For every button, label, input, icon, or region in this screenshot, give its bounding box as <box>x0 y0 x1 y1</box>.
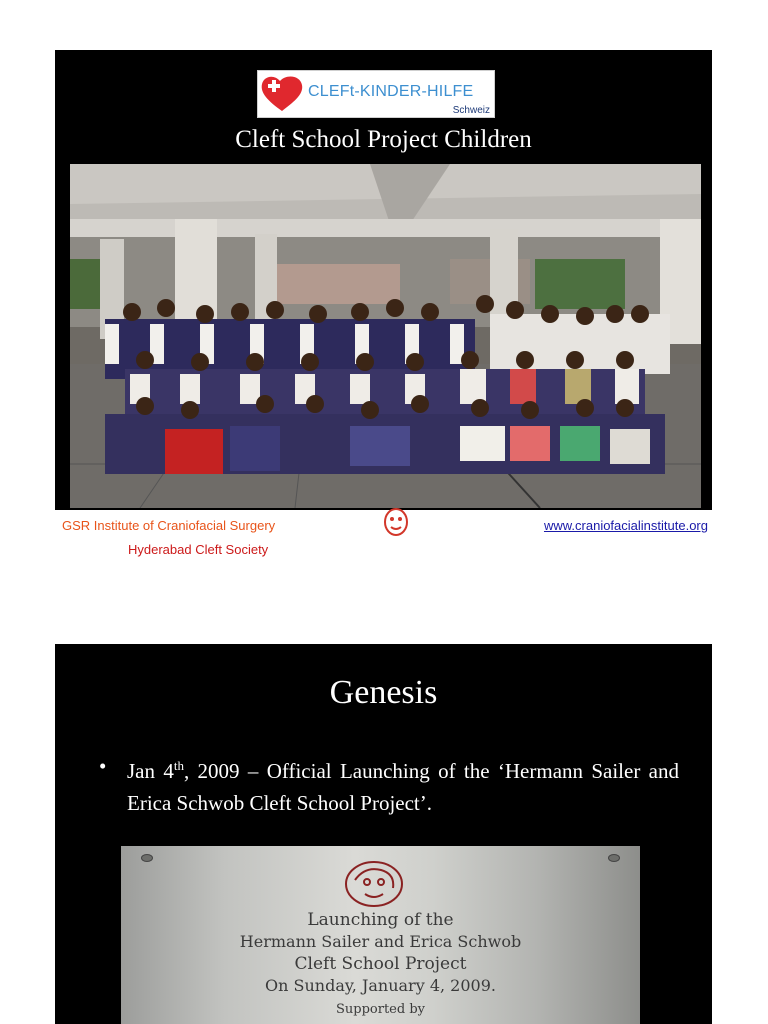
institute-name: GSR Institute of Craniofacial Surgery <box>62 518 276 533</box>
craniofacial-face-logo-icon <box>383 507 409 537</box>
bullet-date-suffix: th <box>173 758 184 773</box>
plaque-line-4: On Sunday, January 4, 2009. <box>265 976 496 995</box>
cleft-kinder-hilfe-logo <box>257 70 495 118</box>
plaque-line-3: Cleft School Project <box>294 954 467 974</box>
group-photo <box>70 164 701 508</box>
craniofacial-face-logo-icon <box>341 858 407 910</box>
slide-cleft-school-children <box>55 50 712 510</box>
slide-title: Genesis <box>329 674 438 711</box>
bullet-icon: • <box>99 754 107 778</box>
slide-title: Cleft School Project Children <box>235 126 532 153</box>
plaque-rivet <box>608 854 620 862</box>
bullet-text: , 2009 – Official Launching of the ‘Hermann Sailer and Erica Schwob Cleft School Project’. <box>127 759 679 815</box>
plaque-line-1: Launching of the <box>307 910 454 930</box>
heart-cross-logo-icon <box>260 73 304 113</box>
launch-plaque <box>121 846 640 1024</box>
society-name: Hyderabad Cleft Society <box>128 542 269 557</box>
institute-website-link[interactable]: www.craniofacialinstitute.org <box>543 518 708 533</box>
slide-genesis <box>55 644 712 1024</box>
plaque-line-5: Supported by <box>335 1002 425 1017</box>
plaque-rivet <box>141 854 153 862</box>
plaque-line-2: Hermann Sailer and Erica Schwob <box>239 932 522 951</box>
logo-name: CLEFt-KINDER-HILFE <box>308 83 474 100</box>
genesis-bullet <box>99 750 679 819</box>
bullet-date: Jan 4 <box>127 759 174 783</box>
logo-country: Schweiz <box>452 105 490 116</box>
